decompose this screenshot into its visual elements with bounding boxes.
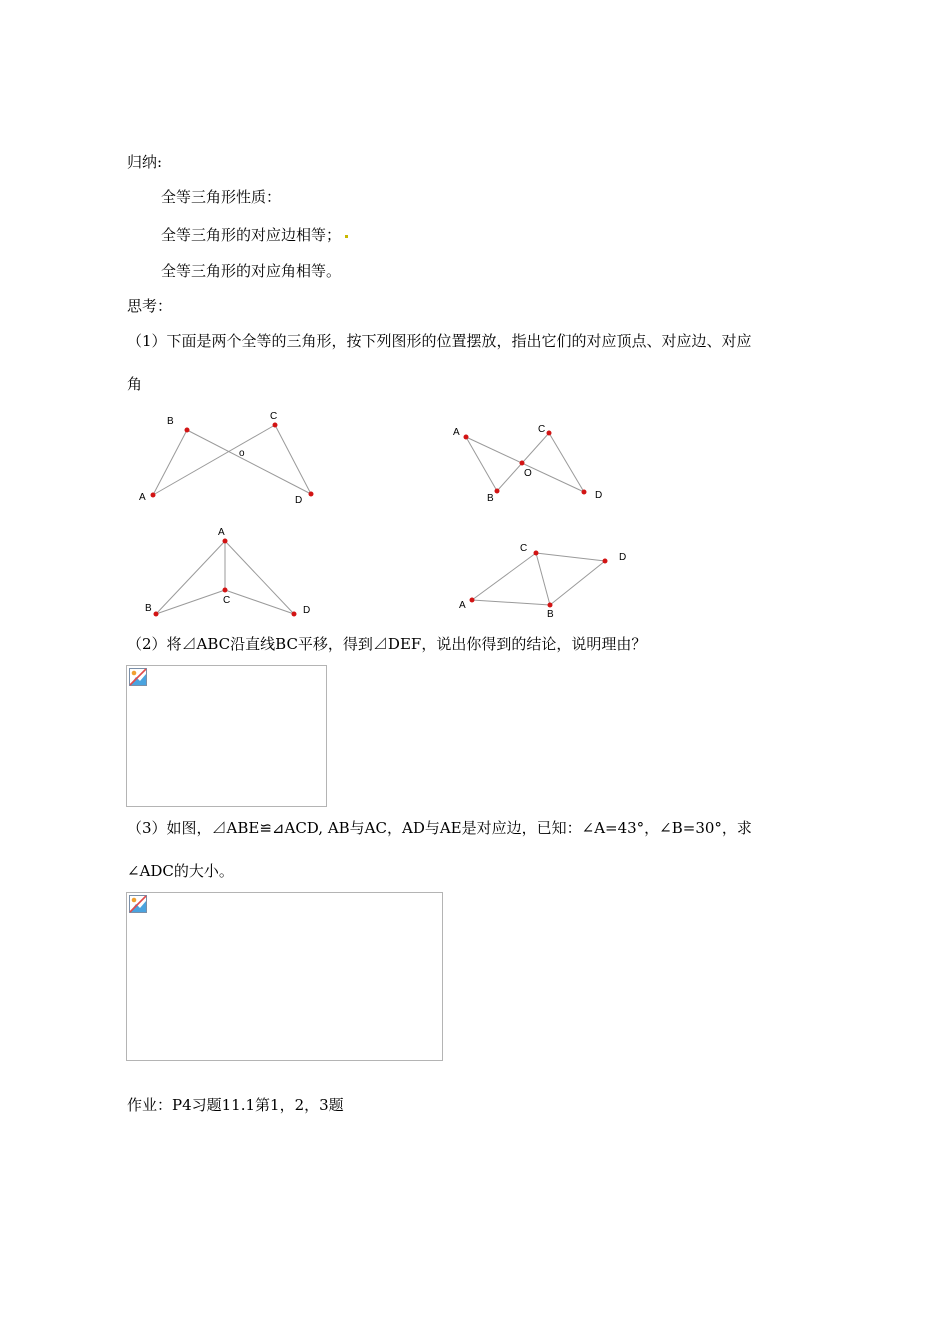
- fig1-label-B: B: [167, 416, 174, 427]
- summary-heading: 归纳:: [127, 153, 163, 171]
- fig3-label-A: A: [218, 527, 225, 538]
- fig2-label-B: B: [487, 493, 494, 504]
- property-sides: 全等三角形的对应边相等；: [161, 225, 348, 245]
- fig3-segments: [156, 541, 294, 614]
- fig2-label-C: C: [538, 424, 546, 435]
- broken-image-icon: [129, 668, 147, 686]
- property-title: 全等三角形性质：: [161, 188, 282, 206]
- fig4-segments: [472, 553, 605, 605]
- fig2-point-D: [582, 490, 587, 495]
- fig2-point-C: [547, 431, 552, 436]
- fig1-point-C: [273, 423, 278, 428]
- fig4-point-C: [534, 551, 539, 556]
- fig2-label-D: D: [595, 490, 603, 501]
- question-3-line-2: ∠ADC的大小。: [127, 862, 234, 880]
- image-placeholder-translation: [126, 665, 327, 807]
- question-3-line-1: （3）如图，⊿ABE≌⊿ACD, AB与AC，AD与AE是对应边，已知：∠A=43°，∠B=30°，求: [127, 819, 752, 837]
- fig3-label-C: C: [223, 595, 231, 606]
- fig2-label-A: A: [453, 427, 460, 438]
- fig1-point-A: [151, 493, 156, 498]
- fig1-label-C: C: [270, 411, 278, 422]
- question-2: （2）将⊿ABC沿直线BC平移，得到⊿DEF，说出你得到的结论，说明理由？: [127, 635, 647, 653]
- think-heading: 思考：: [127, 297, 173, 315]
- fig4-label-A: A: [459, 600, 466, 611]
- fig1-segments: [153, 425, 311, 495]
- fig2-segments: [466, 433, 584, 492]
- fig4-point-D: [603, 559, 608, 564]
- fig2-label-O: O: [524, 468, 532, 479]
- image-placeholder-congruent: [126, 892, 443, 1061]
- fig1-label-O: o: [239, 448, 245, 459]
- fig4-label-B: B: [547, 609, 554, 620]
- fig3-label-D: D: [303, 605, 311, 616]
- fig2-point-B: [495, 489, 500, 494]
- fig1-point-B: [185, 428, 190, 433]
- fig2-point-A: [464, 435, 469, 440]
- question-1-line-2: 角: [127, 375, 143, 393]
- fig3-point-D: [292, 612, 297, 617]
- annotation-dot: [345, 235, 348, 238]
- fig3-label-B: B: [145, 603, 152, 614]
- question-1-line-1: （1）下面是两个全等的三角形，按下列图形的位置摆放，指出它们的对应顶点、对应边、对应: [127, 332, 752, 350]
- fig4-point-B: [548, 603, 553, 608]
- fig3-point-A: [223, 539, 228, 544]
- fig1-point-D: [309, 492, 314, 497]
- fig1-label-A: A: [139, 492, 146, 503]
- fig2-point-O: [520, 461, 525, 466]
- fig4-point-A: [470, 598, 475, 603]
- fig4-label-C: C: [520, 543, 528, 554]
- fig3-point-C: [223, 588, 228, 593]
- homework: 作业：P4习题11.1第1，2，3题: [127, 1096, 344, 1114]
- fig3-point-B: [154, 612, 159, 617]
- fig1-label-D: D: [295, 495, 303, 506]
- broken-image-icon: [129, 895, 147, 913]
- fig4-label-D: D: [619, 552, 627, 563]
- property-angles: 全等三角形的对应角相等。: [161, 262, 342, 280]
